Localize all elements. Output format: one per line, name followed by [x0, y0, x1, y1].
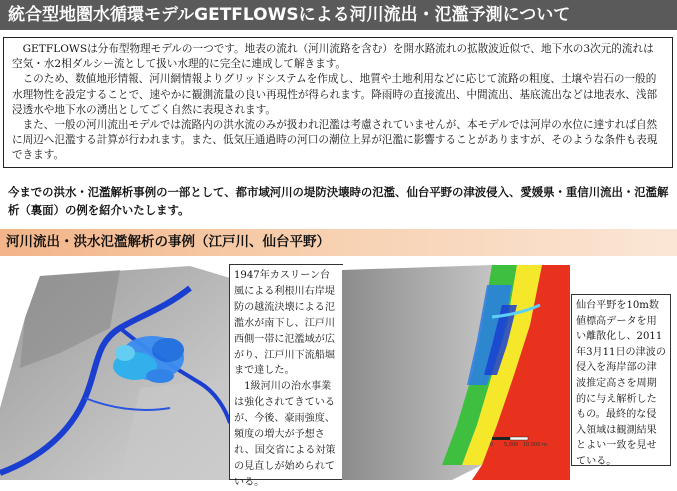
intro-box	[3, 37, 673, 168]
page-title: 統合型地圏水循環モデルGETFLOWSによる河川流出・氾濫予測について	[0, 0, 677, 30]
edogawa-caption	[229, 264, 343, 488]
edogawa-flood-map	[0, 258, 230, 480]
edogawa-caption-text-2: 1級河川の治水事業は強化されてきているが、今後、豪雨強度、頻度の増大が予想され、国交省による対策の見直しが始められている。	[234, 381, 336, 488]
scale-label-5000: 5,000	[504, 442, 519, 448]
intro-paragraph-2: このため、数値地形情報、河川網情報よりグリッドシステムを作成し、地質や土地利用などに応じて流路の粗度、土壌や岩石の一般的水理物性を設定することで、速やかに観測流量の良い再現性が得られます。降雨時の直接流出、中間流出、基底流出などは地表水、浅部浸透水や地下水の湧出としてごく自然に表現されます。	[12, 73, 658, 116]
scale-label-10000: 10,000	[523, 442, 541, 448]
intro-paragraph-1: GETFLOWSは分布型物理モデルの一つです。地表の流れ（河川流路を含む）を開水路流れの拡散波近似で、地下水の3次元的流れは空気・水2相ダルシー流として扱い水理的に完全に連成して解きます。	[12, 43, 654, 71]
scale-label-0: 0	[490, 442, 494, 448]
edogawa-caption-text-1: 1947年カスリーン台風による利根川右岸堤防の越流決壊による氾濫水が南下し、江戸川西側一帯に氾濫域が広がり、江戸川下流船堀まで達した。	[234, 270, 335, 377]
sendai-tsunami-map	[342, 265, 570, 480]
sendai-caption: 仙台平野を10m数値標高データを用い離散化し、2011年3月11日の津波の侵入を海岸部の津波推定高さを周期的に与え解析したもの。最終的な侵入領域は観測結果とよい一致を見せている。	[571, 294, 671, 466]
section-heading: 河川流出・洪水氾濫解析の事例（江戸川、仙台平野）	[0, 229, 677, 256]
intro-paragraph-3: また、一般の河川流出モデルでは流路内の洪水流のみが扱われ氾濫は考慮されていませんが、本モデルでは河岸の水位に達すれば自然に周辺へ氾濫する計算が行われます。また、低気圧通過時の河口の潮位上昇が氾濫に影響することがありますが、そのような条件も表現できます。	[12, 119, 658, 162]
summary-text: 今までの洪水・氾濫解析事例の一部として、都市域河川の堤防決壊時の氾濫、仙台平野の津波侵入、愛媛県・重信川流出・氾濫解析（裏面）の例を紹介いたします。	[8, 185, 669, 217]
scale-unit: m	[542, 442, 547, 448]
